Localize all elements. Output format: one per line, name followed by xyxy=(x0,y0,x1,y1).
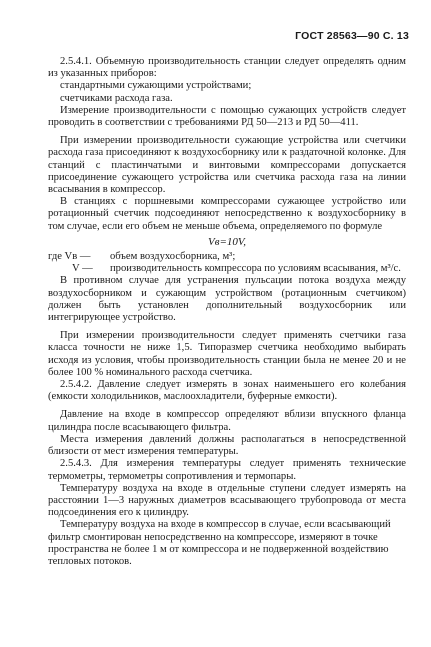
paragraph-pressure-locations: Места измерения давлений должны располагаться в непосредственной близости от мест измерения температуры. xyxy=(48,433,406,458)
paragraph-pulsation: В противном случае для устранения пульсации потока воздуха между воздухосборником и сужающим устройством (ротационным счетчиком) должен быть установлен дополнительный воздухосборник или интегрирующее устройство. xyxy=(48,275,406,324)
paragraph-inlet-pressure: Давление на входе в компрессор определяют вблизи впускного фланца цилиндра после всасывающего фильтра. xyxy=(48,409,406,433)
paragraph-piston-compressors: В станциях с поршневыми компрессорами сужающее устройство или ротационный счетчик подсоединяют непосредственно к воздухосборнику в том случае, если его объем не меньше объема, определяемого по формуле xyxy=(48,196,406,232)
definition-receiver-volume xyxy=(48,251,406,263)
definition-lead: где Vв — xyxy=(48,251,91,263)
paragraph-measurement-rd: Измерение производительности с помощью сужающих устройств следует проводить в соответствии с требованиями РД 50—213 и РД 50—411. xyxy=(48,104,406,129)
paragraph-2-5-4-3: 2.5.4.3. Для измерения температуры следует применять технические термометры, термометры сопротивления и термопары. xyxy=(48,458,406,482)
page-header: ГОСТ 28563—90 С. 13 xyxy=(295,30,409,42)
list-item-narrowing-devices: стандартными сужающими устройствами; xyxy=(60,80,252,92)
paragraph-connection: При измерении производительности сужающие устройства или счетчики расхода газа присоединяют к воздухосборнику или к раздаточной колонке. Для станций с пластинчатыми и винтовыми компрессорами допускается присоединение сужающего устройства или счетчика расхода газа на линии всасывания в компрессор. xyxy=(48,135,406,196)
paragraph-2-5-4-1: 2.5.4.1. Объемную производительность станции следует определять одним из указанных приборов: xyxy=(48,56,406,80)
paragraph-inlet-temperature: Температуру воздуха на входе в компрессор в случае, если всасывающий фильтр смонтирован непосредственно на компрессоре, измеряют в точке пространства не более 1 м от компрессора и не подверженной воздействию тепловых потоков. xyxy=(48,519,391,567)
definition-text: производительность компрессора по условиям всасывания, м³/с. xyxy=(110,263,401,275)
formula: Vв=10V, xyxy=(208,235,246,248)
paragraph-meter-accuracy: При измерении производительности следует применять счетчики газа класса точности не ниже 1,5. Типоразмер счетчика необходимо выбирать исходя из условия, чтобы производительность станции была не менее 20 и не более 100 % номинального расхода счетчика. xyxy=(48,330,406,378)
list-item-gas-meters: счетчиками расхода газа. xyxy=(60,92,173,104)
definition-text: объем воздухосборника, м³; xyxy=(110,251,236,263)
document-body xyxy=(48,56,406,568)
paragraph-stage-temperature: Температуру воздуха на входе в отдельные ступени следует измерять на расстоянии 1—3 наружных диаметров всасывающего трубопровода от места подсоединения его к цилиндру. xyxy=(48,482,406,519)
paragraph-2-5-4-2: 2.5.4.2. Давление следует измерять в зонах наименьшего его колебания (емкости холодильников, маслоохладители, буферные емкости). xyxy=(48,379,406,403)
definition-compressor-capacity xyxy=(48,263,406,275)
definition-lead: V — xyxy=(72,263,93,275)
